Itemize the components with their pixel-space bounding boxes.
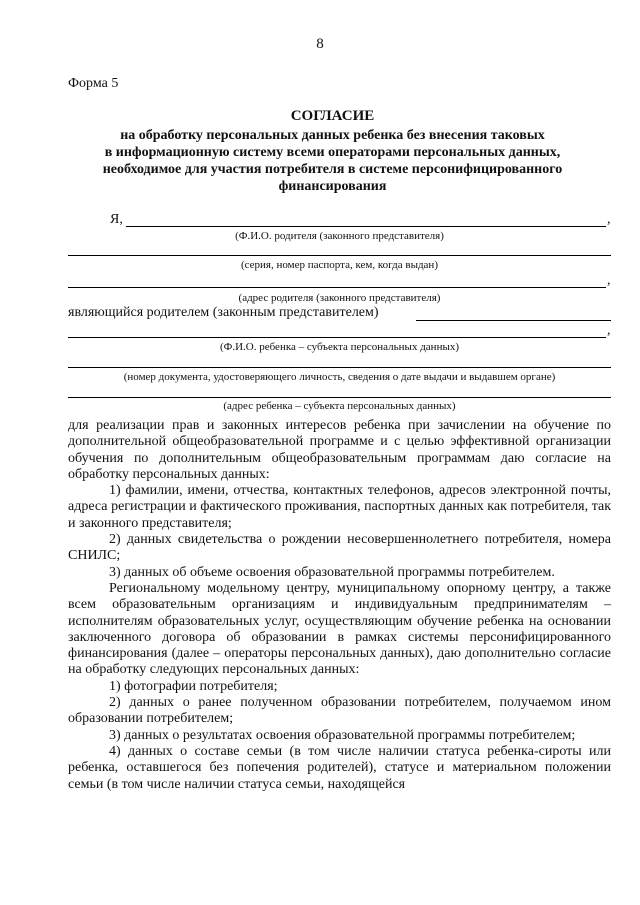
- consent-body: [68, 418, 611, 793]
- paragraph-extra-4: 4) данных о составе семьи (в том числе наличии статуса ребенка-сироты или ребенка, оставшегося без попечения родителей), статусе и материальном положении семьи (в том числе наличии статуса семьи, находящейся: [68, 743, 611, 792]
- page-number: 8: [316, 36, 324, 52]
- paragraph-item-1: 1) фамилии, имени, отчества, контактных телефонов, адресов электронной почты, адреса регистрации и фактического проживания, паспортных данных как потребителя, так и законного представителя;: [68, 483, 611, 531]
- form-label: Форма 5: [68, 76, 119, 91]
- ya-label: Я,: [110, 212, 123, 227]
- caption-child-document: (номер документа, удостоверяющего личность, сведения о дате выдачи и выдавшем органе): [123, 371, 556, 383]
- caption-parent-address: (адрес родителя (законного представителя): [238, 292, 441, 304]
- comma-2: ,: [607, 273, 611, 288]
- paragraph-extra-3: 3) данных о результатах освоения образовательной программы потребителем;: [109, 727, 576, 743]
- parent-statement-line[interactable]: [416, 320, 611, 321]
- paragraph-item-3: 3) данных об объеме освоения образовательной программы потребителем.: [109, 564, 555, 580]
- title-line-4: финансирования: [278, 179, 387, 194]
- child-address-line[interactable]: [68, 397, 611, 398]
- parent-name-line[interactable]: [126, 226, 606, 227]
- title-line-2: в информационную систему всеми операторами персональных данных,: [104, 145, 561, 160]
- parent-address-line[interactable]: [68, 287, 606, 288]
- document-title: [60, 108, 605, 195]
- title-line-3: необходимое для участия потребителя в системе персонифицированного: [102, 162, 563, 177]
- comma-1: ,: [607, 212, 611, 227]
- caption-child-name: (Ф.И.О. ребенка – субъекта персональных данных): [219, 341, 460, 353]
- passport-line[interactable]: [68, 255, 611, 256]
- paragraph-extra-1: 1) фотографии потребителя;: [109, 678, 278, 694]
- paragraph-operators: Региональному модельному центру, муниципальному опорному центру, а также всем образовательным организациям и индивидуальным предпринимателям – исполнителям образовательных услуг, осуществляющим обучение ребенка на основании заключенного договора об образовании в рамках системы персонифицированного финансирования (далее – операторы персональных данных), даю дополнительно согласие на обработку следующих персональных данных:: [68, 580, 611, 678]
- paragraph-extra-2: 2) данных о ранее полученном образовании потребителем, получаемом ином образовании потребителем;: [68, 695, 611, 727]
- parent-statement: являющийся родителем (законным представителем): [68, 305, 379, 320]
- paragraph-purpose: для реализации прав и законных интересов ребенка при зачислении на обучение по дополнительной общеобразовательной программе и с целью эффективной организации обучения по дополнительным общеобразовательным программам даю согласие на обработку персональных данных:: [68, 418, 611, 482]
- child-document-line[interactable]: [68, 367, 611, 368]
- caption-parent-name: (Ф.И.О. родителя (законного представителя): [235, 230, 444, 242]
- caption-child-address: (адрес ребенка – субъекта персональных данных): [223, 400, 456, 412]
- caption-passport: (серия, номер паспорта, кем, когда выдан): [240, 259, 438, 271]
- title-line-1: на обработку персональных данных ребенка без внесения таковых: [120, 128, 545, 143]
- paragraph-item-2: 2) данных свидетельства о рождении несовершеннолетнего потребителя, номера СНИЛС;: [68, 532, 611, 564]
- child-name-line[interactable]: [68, 337, 606, 338]
- title-main: СОГЛАСИЕ: [290, 108, 375, 124]
- comma-3: ,: [607, 323, 611, 338]
